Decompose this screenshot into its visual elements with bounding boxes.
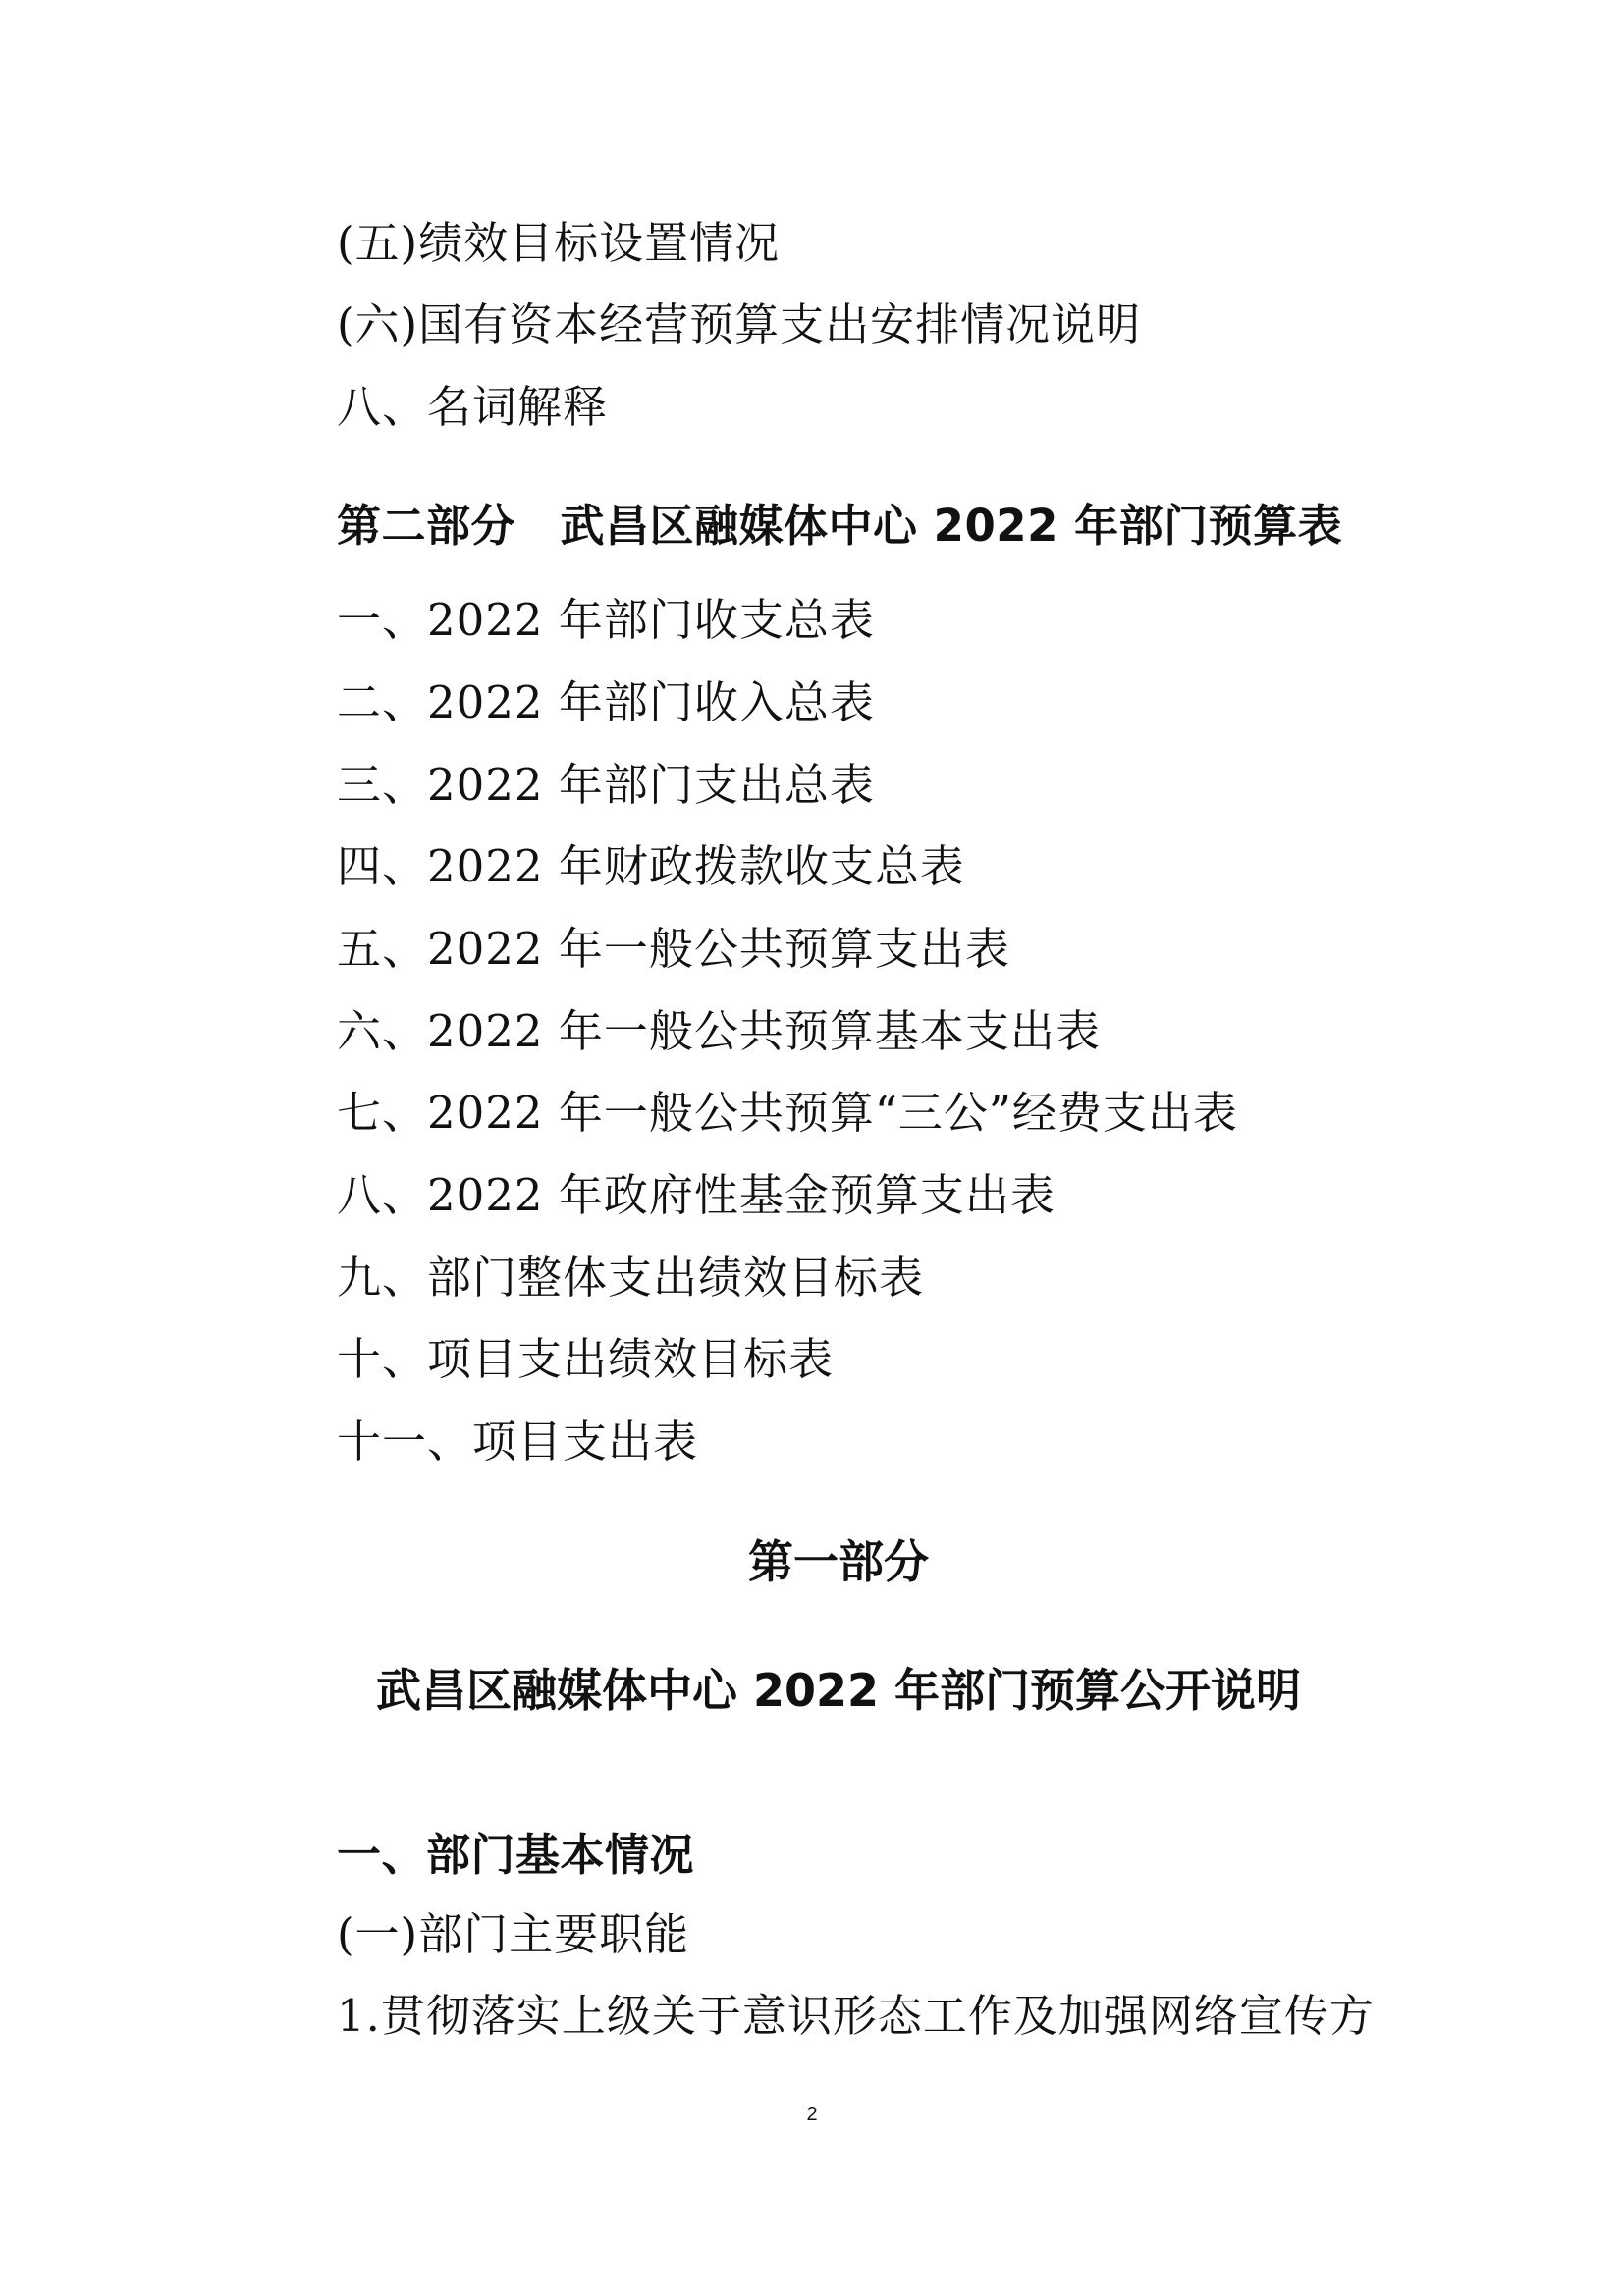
subsection-heading: (一)部门主要职能: [337, 1908, 690, 1960]
toc-item: 四、2022 年财政拨款收支总表: [337, 840, 965, 892]
part1-label: 第一部分: [748, 1535, 929, 1588]
section-heading: 一、部门基本情况: [337, 1829, 695, 1881]
toc-item: (五)绩效目标设置情况: [337, 217, 781, 269]
toc-item: 十一、项目支出表: [337, 1415, 699, 1468]
body-paragraph: 1.贯彻落实上级关于意识形态工作及加强网络宣传方: [337, 1990, 1375, 2042]
toc-item: 七、2022 年一般公共预算“三公”经费支出表: [337, 1087, 1238, 1139]
toc-item: 一、2022 年部门收支总表: [337, 594, 875, 646]
toc-item: 八、2022 年政府性基金预算支出表: [337, 1169, 1056, 1221]
toc-item: 三、2022 年部门支出总表: [337, 759, 875, 811]
toc-item: 十、项目支出绩效目标表: [337, 1333, 835, 1385]
toc-item: 六、2022 年一般公共预算基本支出表: [337, 1005, 1101, 1057]
toc-item: 二、2022 年部门收入总表: [337, 676, 875, 728]
part1-title: 武昌区融媒体中心 2022 年部门预算公开说明: [375, 1664, 1302, 1717]
toc-item: 九、部门整体支出绩效目标表: [337, 1252, 925, 1304]
toc-item: 五、2022 年一般公共预算支出表: [337, 923, 1010, 975]
toc-item: (六)国有资本经营预算支出安排情况说明: [337, 298, 1142, 350]
toc-item: 八、名词解释: [337, 381, 609, 433]
part2-heading: 第二部分 武昌区融媒体中心 2022 年部门预算表: [337, 500, 1343, 552]
page-number: 2: [806, 2104, 818, 2125]
